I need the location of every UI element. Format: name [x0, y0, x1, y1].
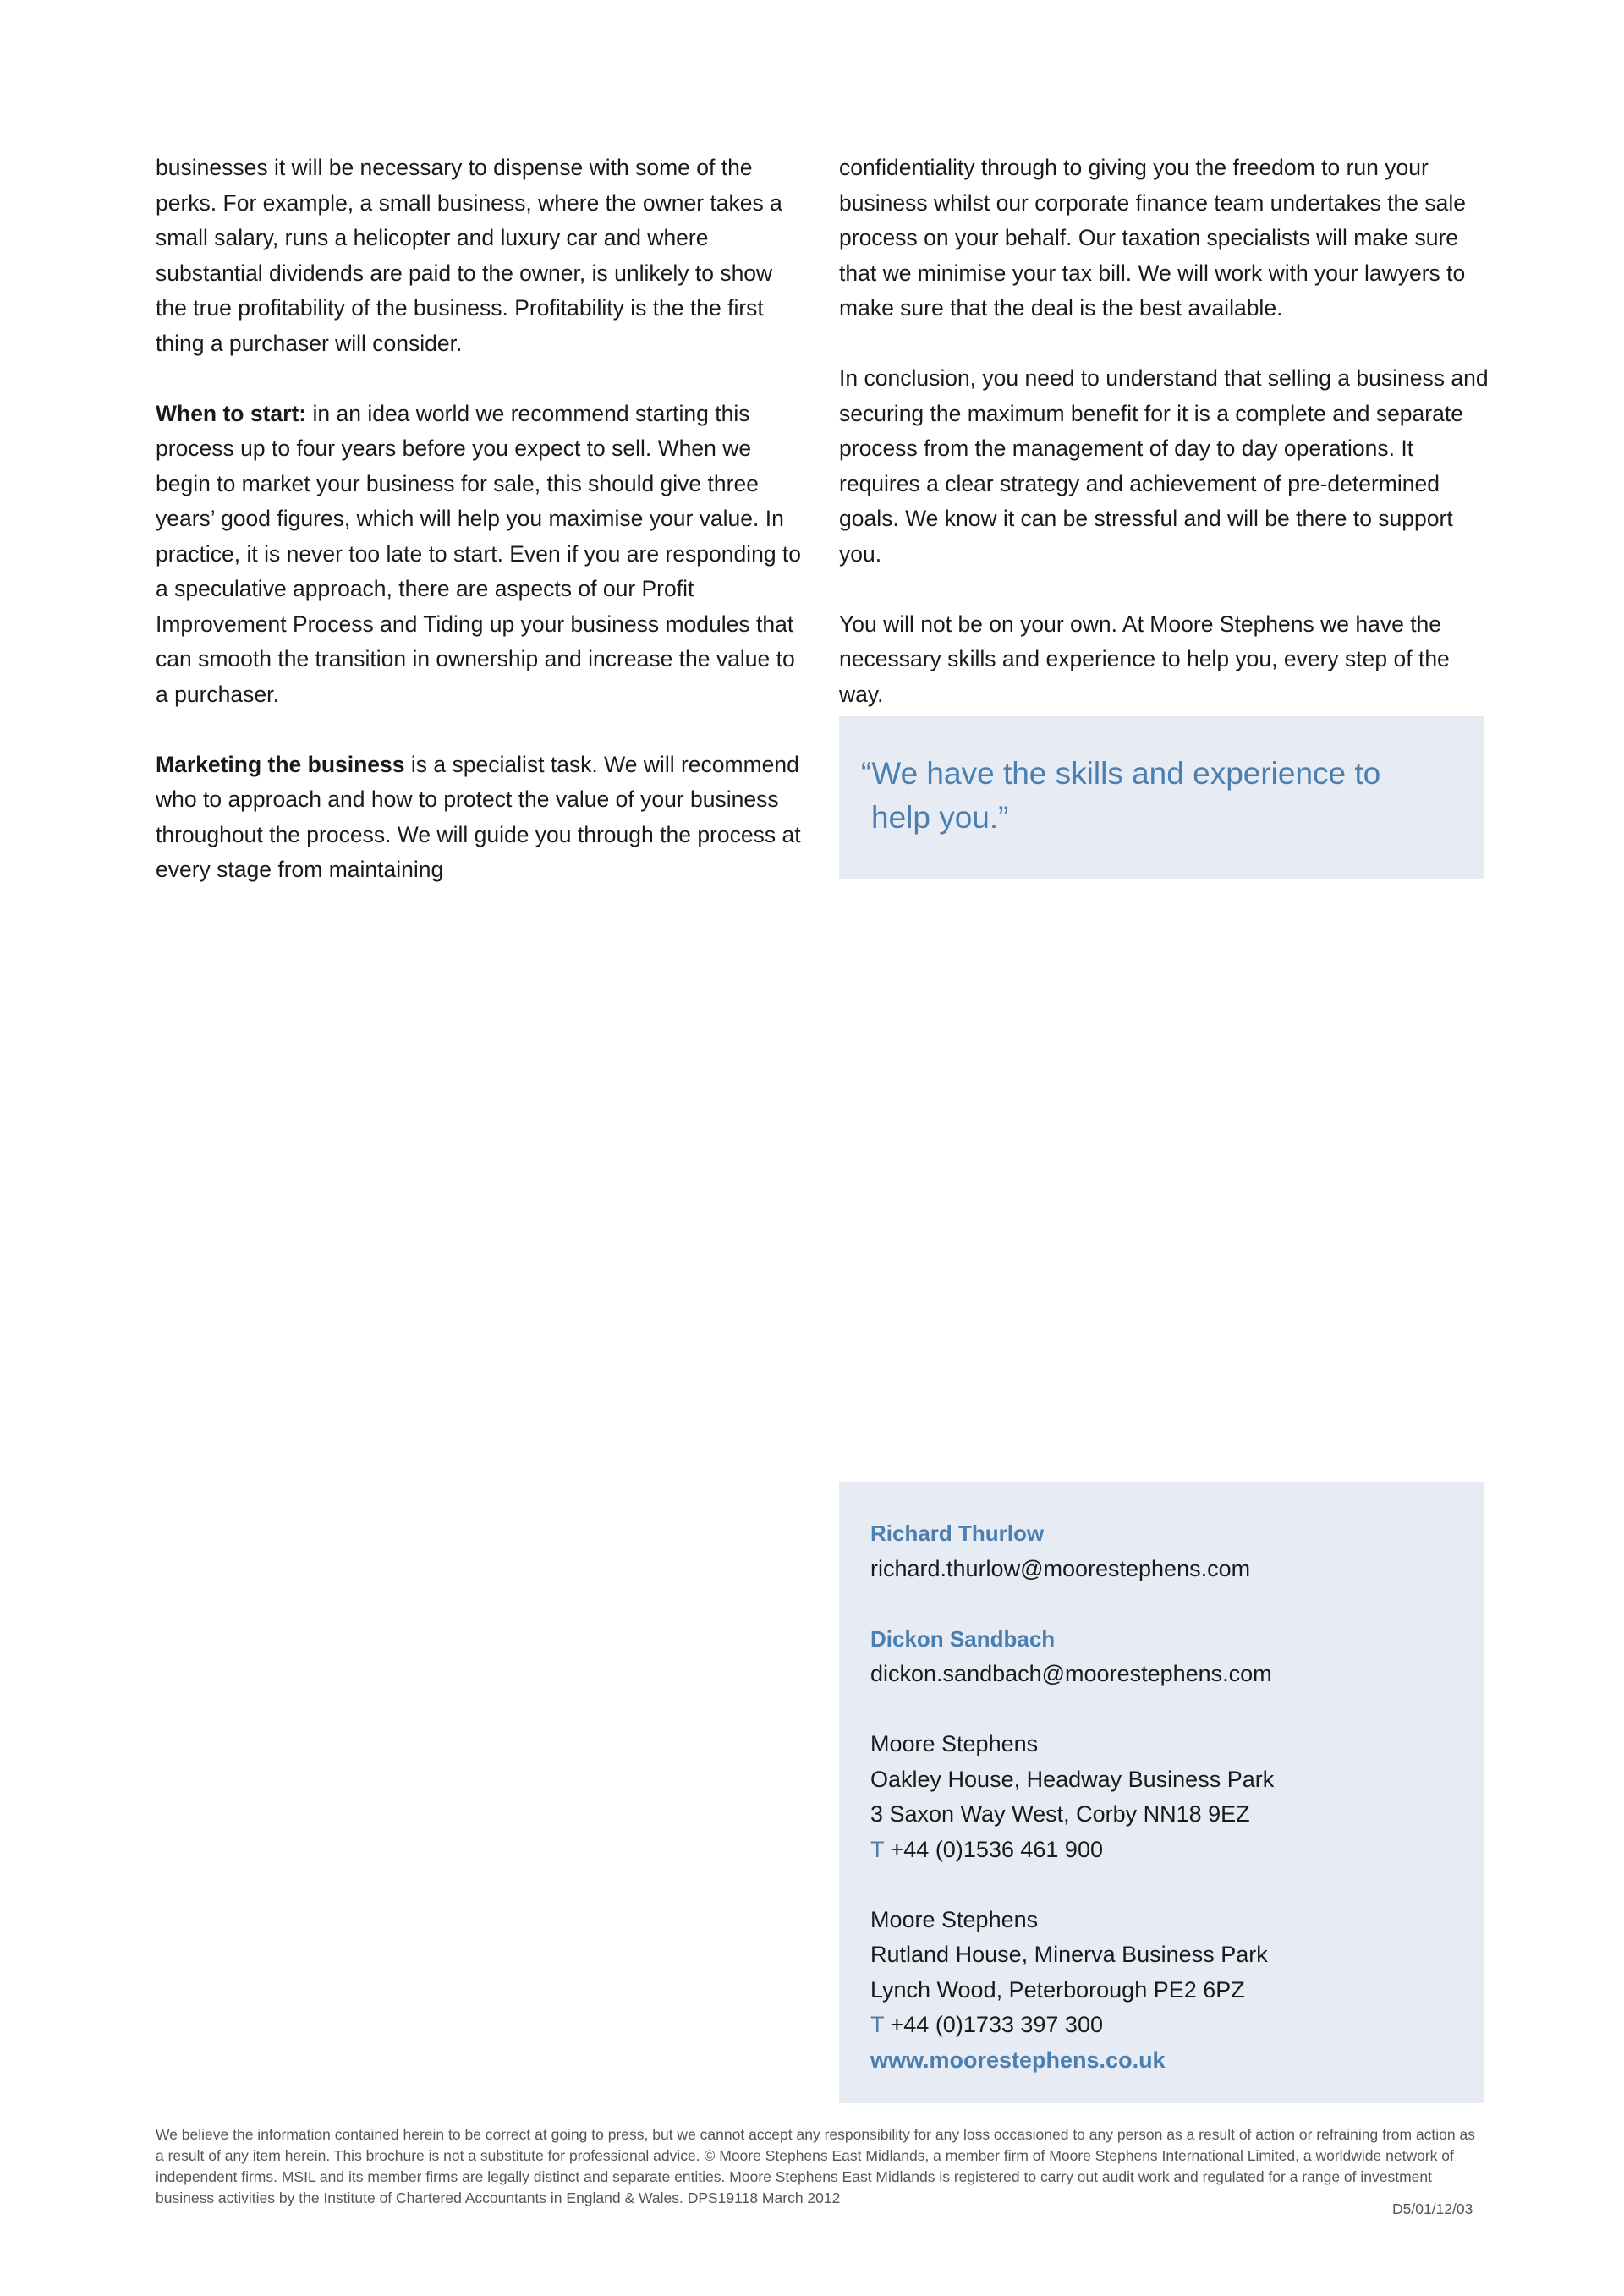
marketing-text: is a specialist task. We will recommend who to approach and how to protect the value of your business throughout the process. We will guide you through the process at every stage from maintaining [156, 751, 801, 882]
office-peterborough-phone-number: +44 (0)1733 397 300 [884, 2012, 1103, 2037]
contact-details [870, 1516, 1462, 2078]
when-to-start-paragraph [156, 397, 807, 713]
left-column [156, 151, 807, 923]
perks-paragraph: businesses it will be necessary to dispense with some of the perks. For example, a small business, where the owner takes a small salary, runs a helicopter and luxury car and where substantial dividends are paid to the owner, is unlikely to show the true profitability of the business. Profitability is the the first thing a purchaser will consider. [156, 155, 782, 356]
confidentiality-paragraph: confidentiality through to giving you the freedom to run your business whilst our corporate finance team undertakes the sale process on your behalf. Our taxation specialists will make sure that we minimise your tax bill. We will work with your lawyers to make sure that the deal is the best available. [839, 155, 1466, 321]
website-link[interactable]: www.moorestephens.co.uk [870, 2047, 1166, 2073]
office-corby-address-2: 3 Saxon Way West, Corby NN18 9EZ [870, 1801, 1250, 1827]
contact-email-dickon[interactable]: dickon.sandbach@moorestephens.com [870, 1661, 1272, 1686]
right-column [839, 151, 1490, 748]
pull-quote-box [839, 716, 1484, 879]
office-corby-phone-number: +44 (0)1536 461 900 [884, 1836, 1103, 1862]
office-peterborough-name: Moore Stephens [870, 1906, 1039, 1932]
footer-disclaimer: We believe the information contained herein to be correct at going to press, but we cannot accept any responsibility for any loss occasioned to any person as a result of action or refraining from action as a result of any item herein. This brochure is not a substitute for professional advice. © Moore Stephens East Midlands, a member firm of Moore Stephens International Limited, a worldwide network of independent firms. MSIL and its member firms are legally distinct and separate entities. Moore Stephens East Midlands is registered to carry out audit work and regulated for a range of investment business activities by the Institute of Chartered Accountants in England & Wales. DPS19118 March 2012 [156, 2126, 1475, 2206]
phone-label: T [870, 1836, 885, 1862]
contact-name-richard: Richard Thurlow [870, 1521, 1045, 1546]
document-code: D5/01/12/03 [1392, 2200, 1473, 2217]
closing-paragraph: You will not be on your own. At Moore Stephens we have the necessary skills and experience to help you, every step of the way. [839, 611, 1450, 707]
pull-quote-line-1: “We have the skills and experience to [861, 756, 1381, 791]
office-peterborough-address-2: Lynch Wood, Peterborough PE2 6PZ [870, 1976, 1245, 2003]
office-peterborough-address-1: Rutland House, Minerva Business Park [870, 1942, 1268, 1967]
office-corby-name: Moore Stephens [870, 1731, 1039, 1756]
office-peterborough-phone [870, 2008, 1462, 2043]
office-corby-address-1: Oakley House, Headway Business Park [870, 1766, 1275, 1792]
marketing-heading: Marketing the business [156, 751, 405, 777]
contact-email-richard[interactable]: richard.thurlow@moorestephens.com [870, 1555, 1251, 1581]
when-to-start-text: in an idea world we recommend starting this process up to four years before you expect to sell. When we begin to market your business for sale, this should give three years’ good figures, which will help you maximise your value. In practice, it is never too late to start. Even if you are responding to a speculative approach, there are aspects of our Profit Improvement Process and Tiding up your business modules that can smooth the transition in ownership and increase the value to a purchaser. [156, 400, 802, 707]
contact-name-dickon: Dickon Sandbach [870, 1625, 1056, 1652]
contact-panel [839, 1482, 1484, 2103]
phone-label: T [870, 2012, 885, 2037]
marketing-paragraph [156, 748, 807, 888]
pull-quote [861, 752, 1453, 840]
when-to-start-heading: When to start: [156, 400, 307, 426]
pull-quote-line-2: help you.” [871, 800, 1009, 835]
office-corby-phone [870, 1833, 1462, 1868]
conclusion-paragraph: In conclusion, you need to understand that selling a business and securing the maximum benefit for it is a complete and separate process from the management of day to day operations. It requires a clear strategy and achievement of pre-determined goals. We know it can be stressful and will be there to support you. [839, 365, 1489, 567]
